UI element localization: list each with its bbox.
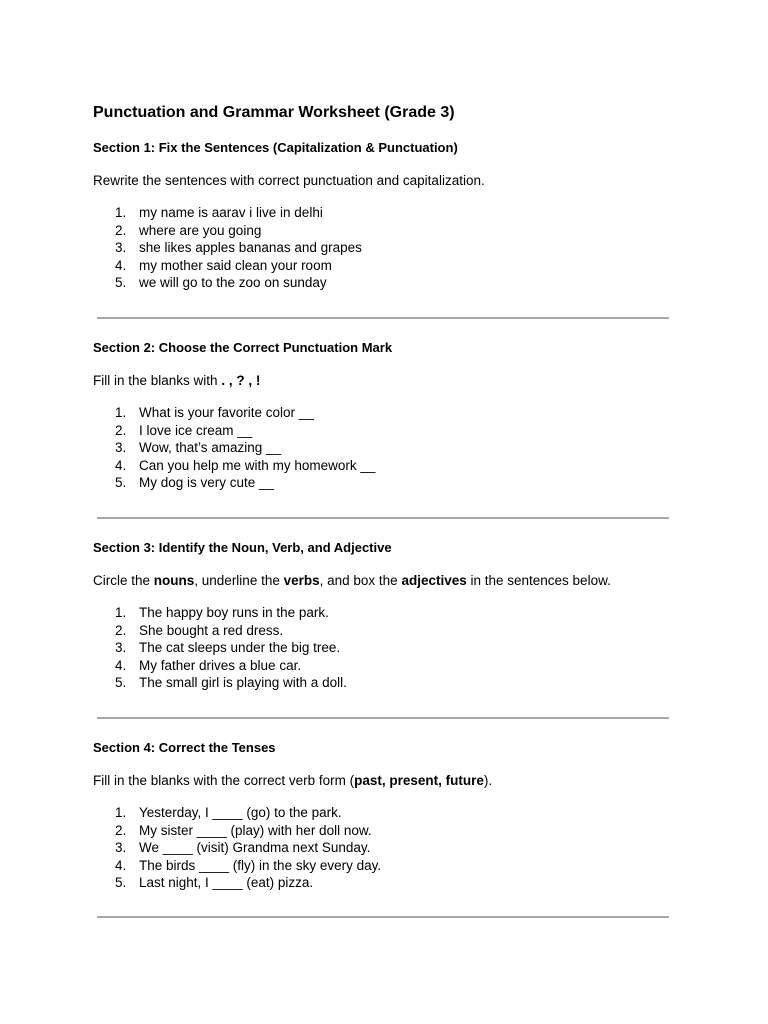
item-text: My father drives a blue car. [139, 657, 302, 673]
section-divider [97, 517, 669, 519]
list-item [93, 604, 693, 622]
list-item [93, 622, 693, 640]
list-item [93, 457, 693, 475]
section-heading: Section 4: Correct the Tenses [93, 740, 276, 755]
section-instruction [93, 772, 693, 789]
list-item [93, 274, 693, 292]
item-number: 4. [115, 657, 127, 673]
keyword-adjectives: adjectives [401, 573, 467, 588]
list-item [93, 257, 693, 275]
item-text: We ____ (visit) Grandma next Sunday. [139, 840, 371, 856]
item-number: 1. [115, 205, 127, 220]
item-text: What is your favorite color __ [139, 405, 314, 420]
instruction-text: , underline the [194, 573, 284, 588]
section-instruction [93, 572, 693, 589]
list-item [93, 857, 693, 875]
section-instruction [93, 372, 693, 389]
item-text: Last night, I ____ (eat) pizza. [139, 875, 314, 891]
item-number: 5. [115, 675, 127, 691]
instruction-text: Fill in the blanks with the correct verb form ( [93, 773, 355, 788]
item-number: 5. [115, 275, 127, 291]
list-item [93, 639, 693, 657]
section-heading: Section 2: Choose the Correct Punctuation Mark [93, 340, 393, 355]
item-text: Yesterday, I ____ (go) to the park. [139, 805, 342, 820]
list-item [93, 204, 693, 222]
item-text: Wow, that’s amazing __ [139, 440, 282, 456]
section-4 [93, 740, 693, 892]
item-text: The happy boy runs in the park. [139, 605, 329, 620]
section-heading: Section 3: Identify the Noun, Verb, and Adjective [93, 540, 392, 555]
item-text: The small girl is playing with a doll. [139, 675, 347, 691]
item-number: 4. [115, 257, 127, 273]
item-number: 3. [115, 240, 127, 256]
section-divider [97, 916, 669, 918]
item-number: 4. [115, 857, 127, 873]
item-number: 2. [115, 622, 127, 638]
item-text: my name is aarav i live in delhi [139, 205, 323, 220]
section-1 [93, 140, 693, 292]
keyword-tenses: past, present, future [354, 773, 484, 788]
keyword-verbs: verbs [283, 573, 320, 588]
sentence-list [93, 804, 693, 892]
item-text: Can you help me with my homework __ [139, 457, 376, 473]
section-heading: Section 1: Fix the Sentences (Capitalization & Punctuation) [93, 140, 458, 155]
item-text: she likes apples bananas and grapes [139, 240, 362, 256]
item-number: 2. [115, 422, 127, 438]
instruction-text: in the sentences below. [466, 573, 611, 588]
list-item [93, 657, 693, 675]
list-item [93, 439, 693, 457]
instruction-text: Circle the [93, 573, 154, 588]
list-item [93, 404, 693, 422]
instruction-text: Fill in the blanks with [93, 373, 222, 388]
item-number: 5. [115, 875, 127, 891]
item-number: 2. [115, 822, 127, 838]
section-divider [97, 717, 669, 719]
list-item [93, 822, 693, 840]
section-divider [97, 317, 669, 319]
item-number: 3. [115, 840, 127, 856]
section-2 [93, 340, 693, 492]
item-text: She bought a red dress. [139, 622, 284, 638]
list-item [93, 422, 693, 440]
item-text: My sister ____ (play) with her doll now. [139, 822, 372, 838]
item-number: 5. [115, 475, 127, 491]
item-text: we will go to the zoo on sunday [139, 275, 327, 291]
sentence-list [93, 404, 693, 492]
section-instruction: Rewrite the sentences with correct punctuation and capitalization. [93, 173, 485, 188]
item-number: 1. [115, 405, 127, 420]
punctuation-marks: . , ? , ! [221, 373, 261, 388]
instruction-text: ). [483, 773, 493, 788]
item-text: where are you going [139, 222, 262, 238]
item-number: 4. [115, 457, 127, 473]
instruction-text: , and box the [319, 573, 402, 588]
item-text: My dog is very cute __ [139, 475, 275, 491]
item-number: 2. [115, 222, 127, 238]
sentence-list [93, 604, 693, 692]
section-3 [93, 540, 693, 692]
item-text: I love ice cream __ [139, 422, 253, 438]
list-item [93, 874, 693, 892]
item-text: The cat sleeps under the big tree. [139, 640, 341, 656]
item-text: The birds ____ (fly) in the sky every day. [139, 857, 382, 873]
item-text: my mother said clean your room [139, 257, 332, 273]
item-number: 3. [115, 440, 127, 456]
list-item [93, 222, 693, 240]
item-number: 1. [115, 605, 127, 620]
keyword-nouns: nouns [153, 573, 195, 588]
item-number: 1. [115, 805, 127, 820]
item-number: 3. [115, 640, 127, 656]
worksheet-title: Punctuation and Grammar Worksheet (Grade 3) [93, 104, 455, 121]
list-item [93, 674, 693, 692]
list-item [93, 804, 693, 822]
list-item [93, 239, 693, 257]
list-item [93, 839, 693, 857]
list-item [93, 474, 693, 492]
sentence-list [93, 204, 693, 292]
